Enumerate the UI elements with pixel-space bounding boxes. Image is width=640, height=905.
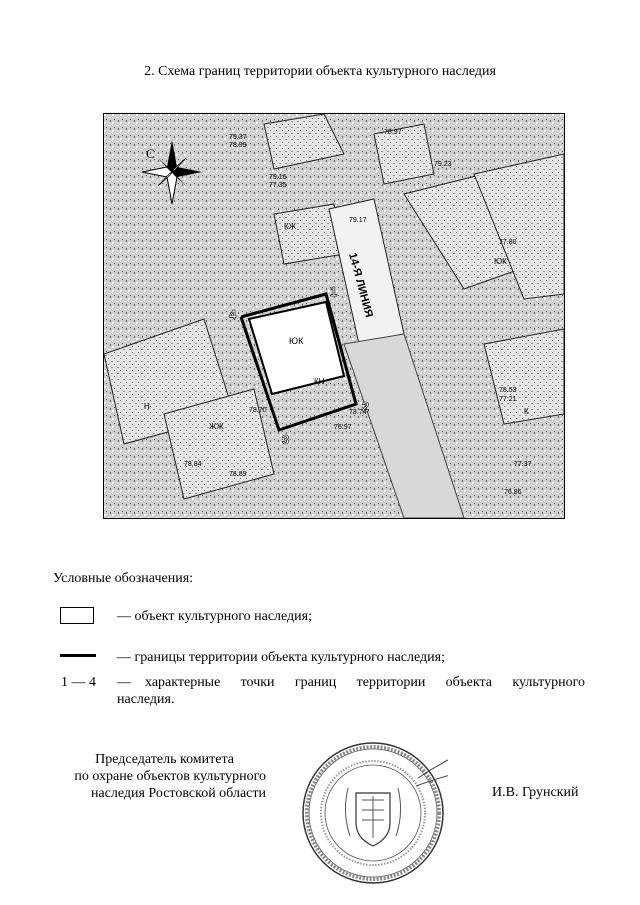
svg-text:4: 4	[229, 307, 237, 322]
svg-text:79.16: 79.16	[269, 174, 287, 181]
svg-text:78.84: 78.84	[184, 461, 202, 468]
svg-text:КН: КН	[314, 377, 325, 386]
svg-text:77.21: 77.21	[499, 396, 517, 403]
svg-text:Н: Н	[144, 402, 150, 411]
svg-text:3: 3	[282, 432, 290, 447]
svg-text:77.35: 77.35	[269, 182, 287, 189]
legend-dash: —	[117, 675, 131, 690]
svg-text:79.23: 79.23	[434, 161, 452, 168]
legend-text-characteristic-points: характерные точки границ территории объекта культурного	[145, 675, 585, 690]
svg-text:ЮК: ЮК	[494, 257, 507, 266]
svg-text:78.53: 78.53	[499, 387, 517, 394]
legend-title: Условные обозначения:	[53, 571, 194, 586]
svg-text:78.99: 78.99	[229, 142, 247, 149]
svg-text:ЖЖ: ЖЖ	[209, 422, 224, 431]
legend-symbol-box	[60, 607, 94, 624]
svg-text:76.97: 76.97	[334, 424, 352, 431]
compass-north-label: С	[146, 146, 155, 161]
signatory-position: Председатель комитета по охране объектов культурного наследия Ростовской области	[74, 752, 266, 801]
svg-text:79.17: 79.17	[349, 217, 367, 224]
site-plan-map	[103, 113, 565, 519]
svg-text:78.97: 78.97	[384, 129, 402, 136]
svg-text:79.37: 79.37	[229, 134, 247, 141]
legend-text-territory-boundary: — границы территории объекта культурного наследия;	[117, 650, 445, 665]
svg-text:К: К	[524, 407, 529, 416]
legend-text-heritage-object: — объект культурного наследия;	[117, 609, 312, 624]
page-title: 2. Схема границ территории объекта культурного наследия	[144, 64, 496, 79]
svg-text:2: 2	[362, 399, 370, 414]
svg-text:78.74: 78.74	[349, 409, 367, 416]
official-seal-icon	[298, 738, 448, 888]
legend-symbol-thick-line	[60, 654, 96, 657]
svg-text:КЖ: КЖ	[284, 222, 297, 231]
object-label: ЮК	[289, 336, 304, 346]
svg-text:78.70: 78.70	[249, 407, 267, 414]
svg-text:76.86: 76.86	[504, 489, 522, 496]
street-label: 14-Я ЛИНИЯ	[346, 251, 375, 319]
signatory-name: И.В. Грунский	[492, 785, 579, 800]
svg-text:78.89: 78.89	[229, 471, 247, 478]
svg-text:77.80: 77.80	[499, 239, 517, 246]
legend-text-characteristic-points-cont: наследия.	[117, 692, 175, 707]
svg-text:1: 1	[330, 284, 338, 299]
svg-text:77.37: 77.37	[514, 461, 532, 468]
legend-symbol-points: 1 — 4	[61, 675, 96, 690]
